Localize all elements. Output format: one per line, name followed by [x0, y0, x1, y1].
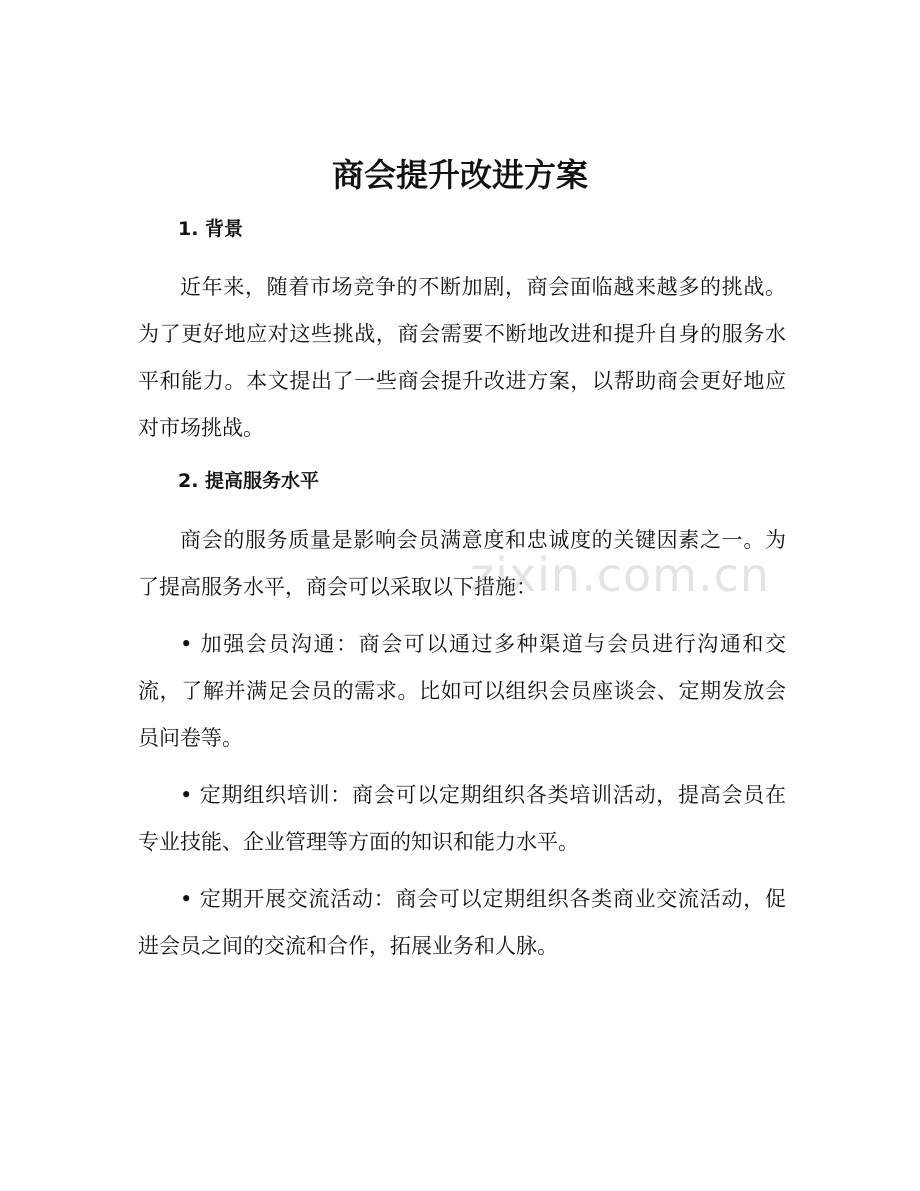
- bullet-regular-training: • 定期组织培训：商会可以定期组织各类培训活动，提高会员在专业技能、企业管理等方面的知识和能力水平。: [138, 783, 786, 854]
- paragraph-background: 近年来，随着市场竞争的不断加剧，商会面临越来越多的挑战。为了更好地应对这些挑战，商会需要不断地改进和提升自身的服务水平和能力。本文提出了一些商会提升改进方案，以帮助商会更好地应对市场挑战。: [138, 275, 786, 440]
- bullet-exchange-activities: • 定期开展交流活动：商会可以定期组织各类商业交流活动，促进会员之间的交流和合作，拓展业务和人脉。: [138, 887, 786, 958]
- watermark: zixin.com.cn: [470, 548, 771, 602]
- bullet-member-communication: • 加强会员沟通：商会可以通过多种渠道与会员进行沟通和交流，了解并满足会员的需求。比如可以组织会员座谈会、定期发放会员问卷等。: [138, 632, 786, 750]
- paragraph-service-intro: 商会的服务质量是影响会员满意度和忠诚度的关键因素之一。为了提高服务水平，商会可以采取以下措施：: [138, 528, 786, 599]
- section-heading-service: 2. 提高服务水平: [178, 470, 320, 492]
- section-heading-background: 1. 背景: [178, 218, 244, 240]
- document-title: 商会提升改进方案: [331, 156, 588, 194]
